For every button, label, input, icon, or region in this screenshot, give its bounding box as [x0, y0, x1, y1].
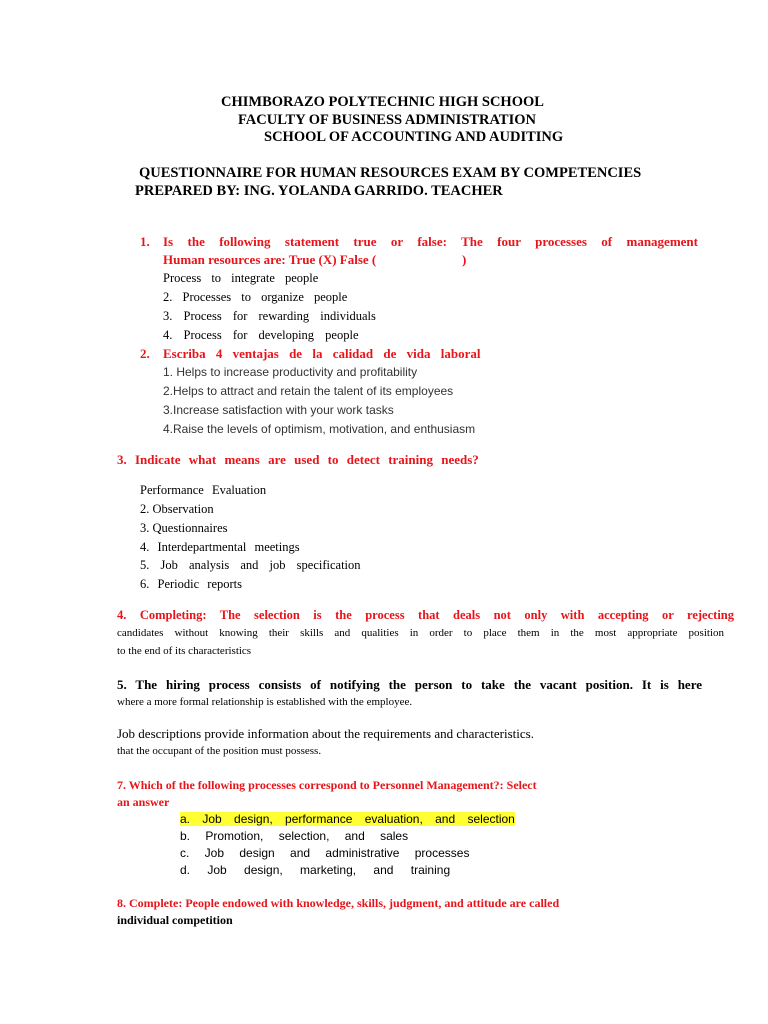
department-name: SCHOOL OF ACCOUNTING AND AUDITING	[264, 129, 564, 145]
q5-text: 5. The hiring process consists of notifying the person to take the vacant position. It is here	[117, 677, 702, 692]
q7-option-d: d. Job design, marketing, and training	[180, 863, 451, 877]
faculty-name: FACULTY OF BUSINESS ADMINISTRATION	[238, 112, 536, 128]
q3-text: 3. Indicate what means are used to detect training needs?	[117, 452, 479, 467]
q3-item-3: 3. Questionnaires	[140, 521, 228, 535]
q4-answer-line2: to the end of its characteristics	[117, 645, 252, 657]
q5-continuation: where a more formal relationship is established with the employee.	[117, 696, 413, 708]
q1-item-1: Process to integrate people	[163, 271, 319, 285]
q2-item-1: 1. Helps to increase productivity and profitability	[163, 365, 418, 379]
q2-number: 2.	[140, 346, 150, 361]
q1-item-3: 3. Process for rewarding individuals	[163, 309, 376, 323]
q1-text-line1: Is the following statement true or false: The four processes of management	[163, 234, 698, 249]
q7-option-a-selected: a. Job design, performance evaluation, and selection	[180, 812, 515, 826]
q4-text: 4. Completing: The selection is the process that deals not only with accepting or rejecting	[117, 608, 734, 622]
q1-text-line2: Human resources are: True (X) False (	[163, 252, 377, 267]
prepared-by: PREPARED BY: ING. YOLANDA GARRIDO. TEACHER	[135, 183, 503, 199]
q3-item-4: 4. Interdepartmental meetings	[140, 540, 300, 554]
q2-text: Escriba 4 ventajas de la calidad de vida laboral	[163, 346, 481, 361]
q7-option-c: c. Job design and administrative processes	[180, 846, 470, 860]
q3-item-1: Performance Evaluation	[140, 483, 267, 497]
q8-text: 8. Complete: People endowed with knowledge, skills, judgment, and attitude are called	[117, 896, 560, 910]
q1-item-2: 2. Processes to organize people	[163, 290, 348, 304]
document-title: QUESTIONNAIRE FOR HUMAN RESOURCES EXAM BY COMPETENCIES	[139, 165, 642, 181]
q8-answer: individual competition	[117, 913, 233, 927]
q4-answer-line1: candidates without knowing their skills and qualities in order to place them in the most appropriate position	[117, 627, 724, 639]
q2-item-4: 4.Raise the levels of optimism, motivation, and enthusiasm	[163, 422, 476, 436]
school-name: CHIMBORAZO POLYTECHNIC HIGH SCHOOL	[221, 94, 544, 110]
q1-number: 1.	[140, 234, 150, 249]
q6-continuation: that the occupant of the position must possess.	[117, 745, 322, 757]
q7-text-line1: 7. Which of the following processes correspond to Personnel Management?: Select	[117, 778, 537, 792]
q3-item-5: 5. Job analysis and job specification	[140, 558, 361, 572]
q3-item-2: 2. Observation	[140, 502, 214, 516]
q7-option-b: b. Promotion, selection, and sales	[180, 829, 409, 843]
q6-text: Job descriptions provide information about the requirements and characteristics.	[117, 726, 534, 741]
q1-text-line2-close: )	[462, 252, 467, 267]
q2-item-3: 3.Increase satisfaction with your work tasks	[163, 403, 394, 417]
q1-item-4: 4. Process for developing people	[163, 328, 359, 342]
q7-text-line2: an answer	[117, 795, 170, 809]
q2-item-2: 2.Helps to attract and retain the talent of its employees	[163, 384, 454, 398]
q3-item-6: 6. Periodic reports	[140, 577, 242, 591]
